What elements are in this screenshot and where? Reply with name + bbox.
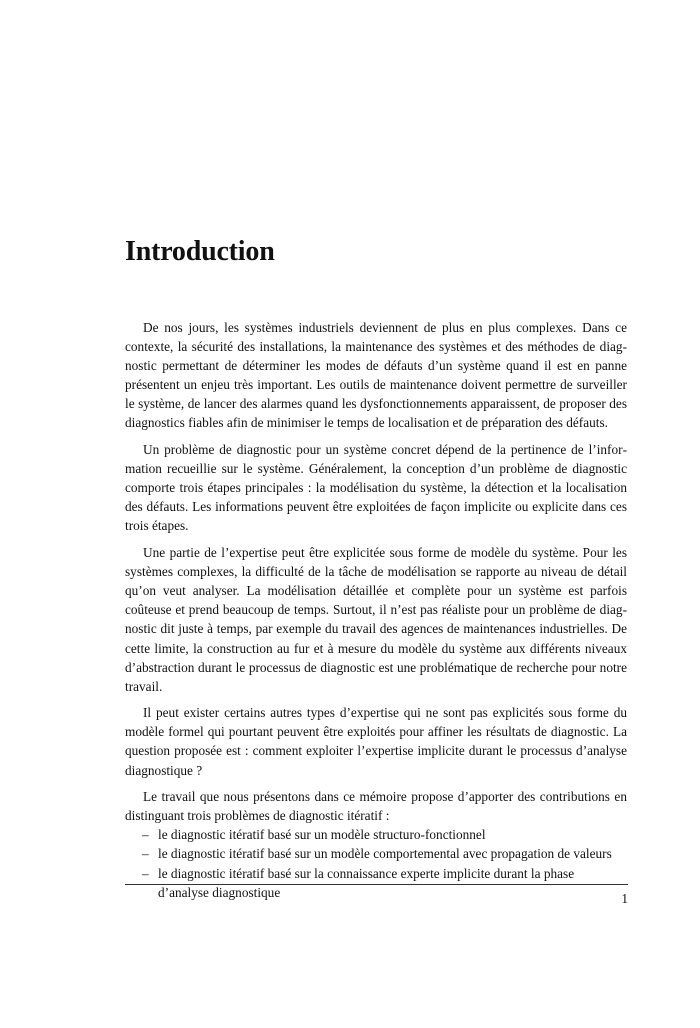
dash-bullet-icon: – [142, 827, 149, 843]
paragraph-3: Une partie de l’expertise peut être explicitée sous forme de modèle du système. Pour les systèmes complexes, la difficulté de la tâche de modélisation se rapporte au niveau de détail qu’on veut analyser. La modélisation détaillée et complète pour un système est parfois coûteuse et prend beaucoup de temps. Surtout, il n’est pas réaliste pour un problème de diagnostic dit juste à temps, par exemple du travail des agences de maintenances industrielles. De cette limite, la construction au fur et à mesure du modèle du système aux différents niveaux d’abstraction durant le processus de diagnostic est une problématique de recherche pour notre travail. [125, 545, 627, 694]
list-item-text: le diagnostic itératif basé sur la connaissance experte implicite durant la phase d’analyse diagnostique [158, 865, 575, 900]
list-item [125, 844, 627, 863]
list-item [125, 864, 627, 902]
contribution-list [125, 825, 627, 901]
paragraph-2: Un problème de diagnostic pour un système concret dépend de la pertinence de l’information recueillie sur le système. Généralement, la conception d’un problème de diagnostic comporte trois étapes principales : la modélisation du système, la détection et la localisation des défauts. Les informations peuvent être exploitées de façon implicite ou explicite dans ces trois étapes. [125, 442, 627, 534]
dash-bullet-icon: – [142, 865, 149, 881]
chapter-title: Introduction [125, 236, 275, 267]
body-text [125, 318, 627, 902]
list-item [125, 825, 627, 844]
paragraph-5: Le travail que nous présentons dans ce mémoire propose d’apporter des contributions en distinguant trois problèmes de diagnostic itératif : [125, 789, 627, 824]
paragraph-1: De nos jours, les systèmes industriels deviennent de plus en plus complexes. Dans ce contexte, la sécurité des installations, la maintenance des systèmes et des méthodes de diagnostic permettant de déterminer les modes de défauts d’un système quand il est en panne présentent un enjeu très important. Les outils de maintenance doivent permettre de surveiller le système, de lancer des alarmes quand les dysfonctionnements apparaissent, de proposer des diagnostics fiables afin de minimiser le temps de localisation et de préparation des défauts. [125, 320, 627, 431]
paragraph-4: Il peut exister certains autres types d’expertise qui ne sont pas explicités sous forme du modèle formel qui pourtant peuvent être exploités pour affiner les résultats de diagnostic. La question proposée est : comment exploiter l’expertise implicite durant le processus d’analyse diagnostique ? [125, 705, 627, 778]
dash-bullet-icon: – [142, 846, 149, 862]
footer-divider [125, 884, 628, 885]
list-item-text: le diagnostic itératif basé sur un modèle comportemental avec propagation de valeurs [158, 846, 612, 862]
page-number: 1 [621, 891, 628, 906]
list-item-text: le diagnostic itératif basé sur un modèle structuro-fonctionnel [158, 827, 486, 843]
